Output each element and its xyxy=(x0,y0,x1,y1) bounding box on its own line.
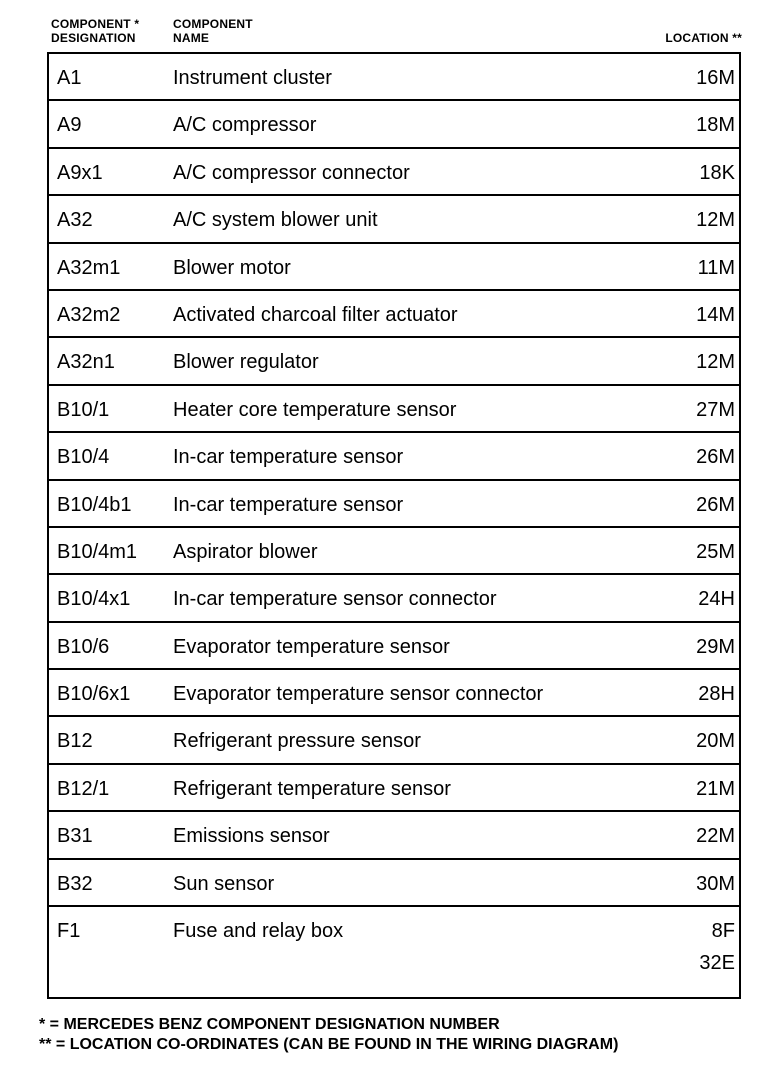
component-code: B10/4b1 xyxy=(57,493,132,516)
table-row xyxy=(49,860,739,907)
component-location xyxy=(696,66,735,90)
header-designation-line2: DESIGNATION xyxy=(51,31,136,45)
location-code: 30M xyxy=(696,872,735,895)
location-code: 8F xyxy=(711,920,735,943)
header-name-line1: COMPONENT xyxy=(173,17,253,31)
component-location xyxy=(696,777,735,801)
component-location xyxy=(696,635,735,659)
component-code: B10/6 xyxy=(57,635,110,658)
location-code: 12M xyxy=(696,209,735,232)
component-code: B32 xyxy=(57,872,93,895)
component-location xyxy=(696,729,735,753)
component-name: Instrument cluster xyxy=(173,67,332,89)
location-code: 20M xyxy=(696,730,735,753)
location-code: 11M xyxy=(697,256,735,279)
table-row xyxy=(49,812,739,859)
table-row xyxy=(49,149,739,196)
location-code: 27M xyxy=(696,398,735,421)
component-code: B10/1 xyxy=(57,398,110,421)
location-code: 22M xyxy=(696,825,735,848)
component-location xyxy=(696,872,735,896)
component-name: In-car temperature sensor connector xyxy=(173,588,497,611)
component-location xyxy=(698,256,735,280)
header-location: LOCATION ** xyxy=(665,31,742,45)
component-code: B12/1 xyxy=(57,777,110,800)
table-row xyxy=(49,765,739,812)
table-row xyxy=(49,244,739,291)
header-designation-line1: COMPONENT * xyxy=(51,17,140,31)
component-code: A32m1 xyxy=(57,256,121,279)
component-name: Sun sensor xyxy=(173,872,275,895)
table-row xyxy=(49,623,739,670)
component-name: A/C compressor connector xyxy=(173,161,410,184)
component-name: Evaporator temperature sensor connector xyxy=(173,683,544,706)
table-row xyxy=(49,481,739,528)
table-row xyxy=(49,528,739,575)
component-code: B10/4 xyxy=(57,446,110,469)
table-row xyxy=(49,291,739,338)
component-name: Refrigerant temperature sensor xyxy=(173,777,451,800)
location-code: 28H xyxy=(698,683,735,706)
table-row xyxy=(49,717,739,764)
component-code: B10/4m1 xyxy=(57,540,138,563)
table-row xyxy=(49,386,739,433)
component-name: Aspirator blower xyxy=(173,540,318,563)
table-row xyxy=(49,338,739,385)
component-code: A32 xyxy=(57,209,93,232)
component-code: B10/4x1 xyxy=(57,588,131,611)
component-location xyxy=(696,350,735,374)
header-name-line2: NAME xyxy=(173,31,210,45)
location-code: 26M xyxy=(696,446,735,469)
table-row xyxy=(49,575,739,622)
location-code: 24H xyxy=(698,588,735,611)
component-location xyxy=(696,113,735,137)
component-name: Heater core temperature sensor xyxy=(173,398,457,421)
location-code: 32E xyxy=(699,952,735,975)
location-code: 18M xyxy=(696,114,735,137)
component-name: In-car temperature sensor xyxy=(173,446,404,469)
location-code: 21M xyxy=(696,777,735,800)
component-location xyxy=(696,398,735,422)
component-name: Blower motor xyxy=(173,256,291,279)
component-location xyxy=(699,161,735,185)
component-location xyxy=(696,824,735,848)
component-name: Fuse and relay box xyxy=(173,920,344,943)
component-code: A1 xyxy=(57,67,82,89)
component-location xyxy=(698,682,735,706)
table-row xyxy=(49,670,739,717)
component-name: Refrigerant pressure sensor xyxy=(173,730,421,753)
component-name: Blower regulator xyxy=(173,351,319,374)
component-name: Emissions sensor xyxy=(173,825,330,848)
component-code: A32n1 xyxy=(57,351,115,374)
component-code: A9 xyxy=(57,114,82,137)
table-row xyxy=(49,433,739,480)
footnote-location: ** = LOCATION CO-ORDINATES (CAN BE FOUND IN THE WIRING DIAGRAM) xyxy=(39,1036,619,1053)
location-code: 16M xyxy=(696,67,735,89)
component-location xyxy=(699,919,735,975)
component-code: A9x1 xyxy=(57,161,103,184)
table-row xyxy=(49,101,739,148)
component-location xyxy=(696,493,735,517)
component-location xyxy=(698,587,735,611)
component-location xyxy=(696,540,735,564)
component-name: A/C system blower unit xyxy=(173,209,378,232)
location-code: 12M xyxy=(696,351,735,374)
component-location xyxy=(696,208,735,232)
location-code: 14M xyxy=(696,303,735,326)
location-code: 26M xyxy=(696,493,735,516)
component-code: B12 xyxy=(57,730,93,753)
table-row xyxy=(49,54,739,101)
component-code: B10/6x1 xyxy=(57,683,131,706)
header-component-name xyxy=(173,17,253,45)
location-code: 18K xyxy=(699,161,735,184)
header-component-designation xyxy=(51,17,139,45)
component-code: B31 xyxy=(57,825,93,848)
component-location xyxy=(696,445,735,469)
location-code: 25M xyxy=(696,540,735,563)
table-row xyxy=(49,196,739,243)
footnote-designation: * = MERCEDES BENZ COMPONENT DESIGNATION NUMBER xyxy=(39,1016,500,1033)
component-name: Evaporator temperature sensor xyxy=(173,635,450,658)
component-code: F1 xyxy=(57,920,81,943)
component-code: A32m2 xyxy=(57,303,121,326)
component-table xyxy=(47,52,741,999)
component-name: A/C compressor xyxy=(173,114,317,137)
table-row xyxy=(49,907,739,999)
component-name: Activated charcoal filter actuator xyxy=(173,303,458,326)
component-location xyxy=(696,303,735,327)
component-name: In-car temperature sensor xyxy=(173,493,404,516)
location-code: 29M xyxy=(696,635,735,658)
